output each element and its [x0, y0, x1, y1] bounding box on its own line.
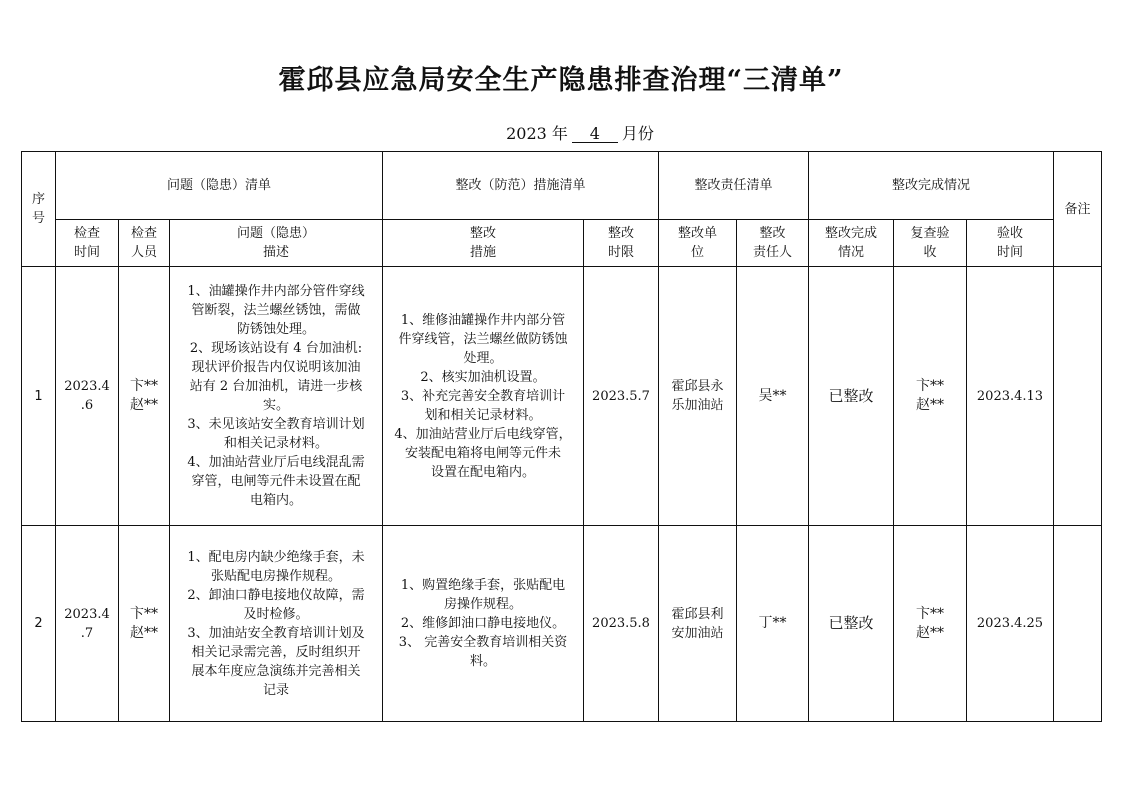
unit-header: 整改单 位 — [659, 220, 737, 267]
row-check-time: 2023.4 .6 — [56, 267, 119, 526]
row-remark — [1054, 267, 1102, 526]
status-header: 整改完成 情况 — [809, 220, 894, 267]
row-inspectors: 卞** 赵** — [119, 267, 170, 526]
inspector-header: 检查 人员 — [119, 220, 170, 267]
deadline-header: 整改 时限 — [584, 220, 659, 267]
row-unit: 霍邱县利 安加油站 — [659, 526, 737, 722]
month-line — [0, 121, 1122, 144]
remarks-header: 备注 — [1054, 152, 1102, 267]
row-reviewers: 卞** 赵** — [894, 267, 967, 526]
review-header: 复查验 收 — [894, 220, 967, 267]
completion-header: 整改完成情况 — [809, 152, 1054, 220]
month-value: 4 — [572, 125, 618, 143]
problems-list-header: 问题（隐患）清单 — [56, 152, 383, 220]
row-person: 丁** — [737, 526, 809, 722]
row-status: 已整改 — [809, 526, 894, 722]
row-accept-time: 2023.4.25 — [967, 526, 1054, 722]
accept-time-header: 验收 时间 — [967, 220, 1054, 267]
measures-list-header: 整改（防范）措施清单 — [383, 152, 659, 220]
responsibility-list-header: 整改责任清单 — [659, 152, 809, 220]
row-inspectors: 卞** 赵** — [119, 526, 170, 722]
row-deadline: 2023.5.7 — [584, 267, 659, 526]
row-remark — [1054, 526, 1102, 722]
header-row-groups — [22, 152, 1102, 220]
table-row — [22, 526, 1102, 722]
check-time-header: 检查 时间 — [56, 220, 119, 267]
row-seq: 1 — [22, 267, 56, 526]
row-seq: 2 — [22, 526, 56, 722]
person-header: 整改 责任人 — [737, 220, 809, 267]
seq-header: 序 号 — [22, 152, 56, 267]
row-problem-desc: 1、配电房内缺少绝缘手套，未 张贴配电房操作规程。 2、卸油口静电接地仪故障，需 及时检修。 3、加油站安全教育培训计划及 相关记录需完善，反时组织开 展本年度应急演练并完善相关 记录 — [170, 526, 383, 722]
row-unit: 霍邱县永 乐加油站 — [659, 267, 737, 526]
table-row — [22, 267, 1102, 526]
header-row-sub — [22, 220, 1102, 267]
month-suffix: 月份 — [621, 124, 654, 143]
row-reviewers: 卞** 赵** — [894, 526, 967, 722]
row-problem-desc: 1、油罐操作井内部分管件穿线 管断裂，法兰螺丝锈蚀，需做 防锈蚀处理。 2、现场该站设有 4 台加油机: 现状评价报告内仅说明该加油 站有 2 台加油机，请进一步核 实。 3、未见该站安全教育培训计划 和相关记录材料。 4、加油站营业厅后电线混乱需 穿管，电闸等元件未设置在配 电箱内。 — [170, 267, 383, 526]
row-measures: 1、维修油罐操作井内部分管 件穿线管，法兰螺丝做防锈蚀 处理。 2、核实加油机设置。 3、补充完善安全教育培训计 划和相关记录材料。 4、加油站营业厅后电线穿管， 安装配电箱将电闸等元件未 设置在配电箱内。 — [383, 267, 584, 526]
problem-desc-header: 问题（隐患） 描述 — [170, 220, 383, 267]
row-measures: 1、购置绝缘手套，张贴配电 房操作规程。 2、维修卸油口静电接地仪。 3、 完善安全教育培训相关资 料。 — [383, 526, 584, 722]
document-title: 霍邱县应急局安全生产隐患排查治理“三清单” — [278, 65, 844, 96]
row-check-time: 2023.4 .7 — [56, 526, 119, 722]
row-deadline: 2023.5.8 — [584, 526, 659, 722]
measure-header: 整改 措施 — [383, 220, 584, 267]
year-label: 2023 年 — [506, 124, 568, 143]
row-accept-time: 2023.4.13 — [967, 267, 1054, 526]
row-person: 吴** — [737, 267, 809, 526]
three-lists-table — [21, 151, 1102, 722]
row-status: 已整改 — [809, 267, 894, 526]
